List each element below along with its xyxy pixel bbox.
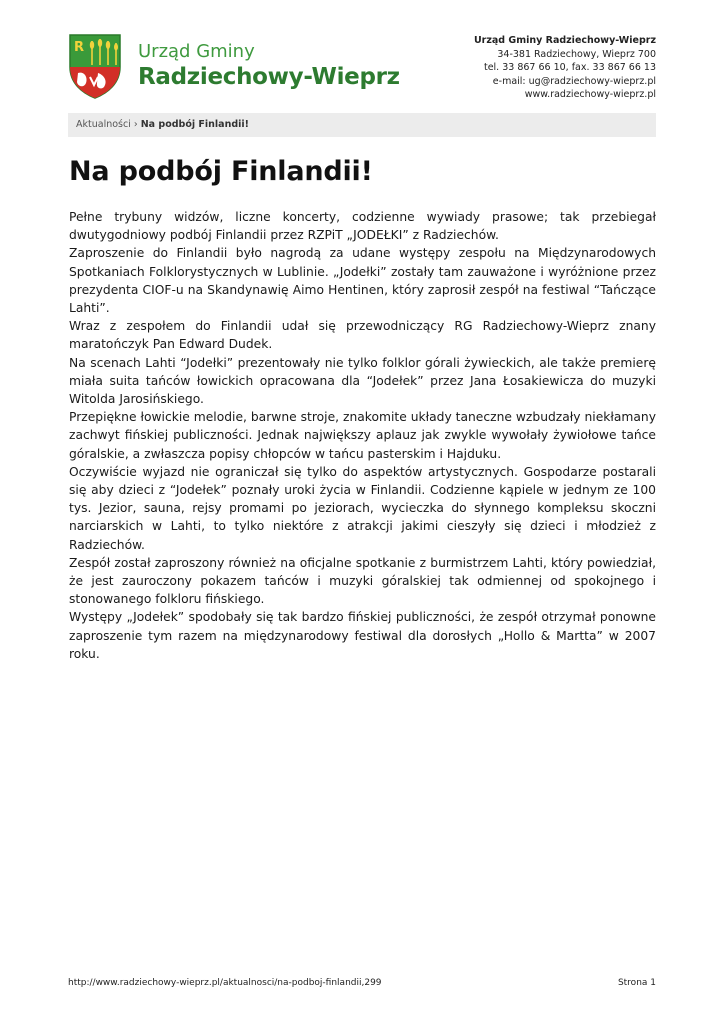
footer-url[interactable]: http://www.radziechowy-wieprz.pl/aktualnosci/na-podboj-finlandii,299 (68, 978, 382, 988)
article-paragraph: Zaproszenie do Finlandii było nagrodą za udane występy zespołu na Międzynarodowych Spotkaniach Folklorystycznych w Lublinie. „Jodełki” zostały tam zauważone i wyróżnione przez prezydenta CIOF-u na Skandynawię Aimo Hentinen, który zaprosił zespół na festiwal “Tańczące Lahti”. (69, 246, 656, 316)
contact-org-name: Urząd Gminy Radziechowy-Wieprz (473, 35, 656, 46)
logo-text-line1: Urząd Gminy (138, 41, 255, 62)
footer-page-number: Strona 1 (617, 978, 656, 988)
contact-address: 34-381 Radziechowy, Wieprz 700 (497, 48, 656, 60)
article-paragraph: Pełne trybuny widzów, liczne koncerty, codzienne wywiady prasowe; tak przebiegał dwutygodniowy podbój Finlandii przez RZPiT „JODEŁKI” z Radziechów. (69, 210, 656, 243)
contact-website[interactable]: www.radziechowy-wieprz.pl (524, 89, 656, 100)
page-title: Na podbój Finlandii! (69, 156, 373, 187)
svg-text:R: R (74, 40, 85, 55)
article-paragraph: Zespół został zaproszony również na oficjalne spotkanie z burmistrzem Lahti, który powiedział, że jest zauroczony pokazem tańców i muzyki góralskiej tak odmiennej od spokojnego i stonowanego folkloru fińskiego. (69, 555, 656, 607)
article-paragraph: Wraz z zespołem do Finlandii udał się przewodniczący RG Radziechowy-Wieprz znany maratończyk Pan Edward Dudek. (69, 319, 656, 352)
breadcrumb (68, 113, 656, 137)
site-logo[interactable] (68, 33, 400, 99)
contact-email[interactable]: e-mail: ug@radziechowy-wieprz.pl (492, 75, 656, 87)
breadcrumb-current: Na podbój Finlandii! (140, 119, 250, 130)
article-paragraph: Przepiękne łowickie melodie, barwne stroje, znakomite układy taneczne wzbudzały niekłamany zachwyt fińskiej publiczności. Jednak największy aplauz jak zwykle wywołały żywiołowe tańce góralskie, a zwłaszcza popisy chłopców w tańcu pasterskim i Hajduku. (69, 410, 656, 461)
coat-of-arms-icon (68, 33, 122, 99)
article-body (69, 208, 656, 663)
breadcrumb-separator: › (133, 119, 138, 130)
contact-phone: tel. 33 867 66 10, fax. 33 867 66 13 (483, 62, 656, 73)
logo-text-line2: Radziechowy-Wieprz (138, 64, 400, 90)
article-paragraph: Występy „Jodełek” spodobały się tak bardzo fińskiej publiczności, że zespół otrzymał ponowne zaproszenie tym razem na międzynarodowy festiwal dla dorosłych „Hollo & Martta” w 2007 roku. (69, 610, 656, 661)
contact-info (474, 34, 656, 102)
breadcrumb-parent-link[interactable]: Aktualności (76, 119, 131, 130)
article-paragraph: Na scenach Lahti “Jodełki” prezentowały nie tylko folklor górali żywieckich, ale także premierę miała suita tańców łowickich opracowana dla “Jodełek” przez Jana Łosakiewicza do muzyki Witolda Jarosińskiego. (69, 355, 656, 407)
article-paragraph: Oczywiście wyjazd nie ograniczał się tylko do aspektów artystycznych. Gospodarze postarali się aby dzieci z “Jodełek” poznały uroki życia w Finlandii. Codzienne kąpiele w jednym ze 100 tys. Jezior, sauna, rejsy promami po jeziorach, wycieczka do słynnego kompleksu skoczni narciarskich w Lahti, to tylko niektóre z atrakcji jakimi cieszyły się dzieci i młodzież z Radziechów. (69, 464, 656, 552)
